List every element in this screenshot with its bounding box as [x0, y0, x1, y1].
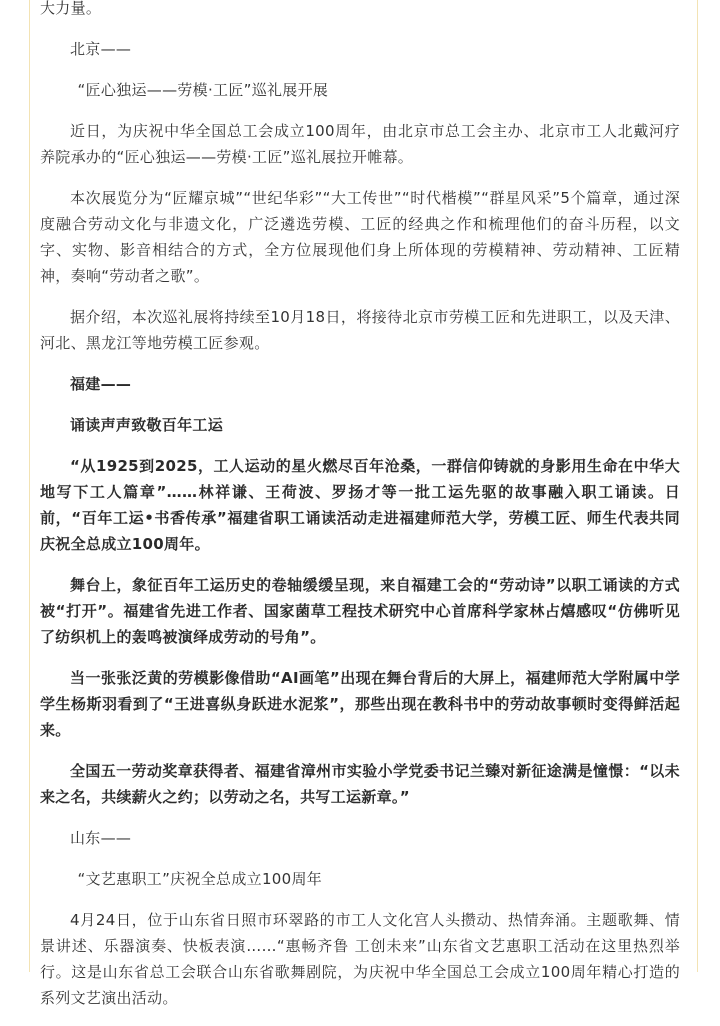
subheading-beijing: “匠心独运——劳模·工匠”巡礼展开展 [77, 81, 329, 99]
paragraph-fujian-4: 全国五一劳动奖章获得者、福建省漳州市实验小学党委书记兰臻对新征途满是憧憬：“以未来之名，共续薪火之约；以劳动之名，共写工运新章。” [40, 762, 680, 806]
paragraph-beijing-1: 近日，为庆祝中华全国总工会成立100周年，由北京市总工会主办、北京市工人北戴河疗养院承办的“匠心独运——劳模·工匠”巡礼展拉开帷幕。 [40, 122, 680, 166]
paragraph-tail: 大力量。 [40, 0, 102, 17]
section-heading-fujian: 福建—— [70, 375, 132, 393]
paragraph-shandong-1: 4月24日，位于山东省日照市环翠路的市工人文化宫人头攒动、热情奔涌。主题歌舞、情景讲述、乐器演奏、快板表演……“惠畅齐鲁 工创未来”山东省文艺惠职工活动在这里热烈举行。这是山东省总工会联合山东省歌舞剧院，为庆祝中华全国总工会成立100周年精心打造的系列文艺演出活动。 [40, 911, 680, 1007]
paragraph-beijing-2: 本次展览分为“匠耀京城”“世纪华彩”“大工传世”“时代楷模”“群星风采”5个篇章，通过深度融合劳动文化与非遗文化，广泛遴选劳模、工匠的经典之作和梳理他们的奋斗历程，以文字、实物、影音相结合的方式，全方位展现他们身上所体现的劳模精神、劳动精神、工匠精神，奏响“劳动者之歌”。 [40, 189, 680, 285]
paragraph-fujian-2: 舞台上，象征百年工运历史的卷轴缓缓呈现，来自福建工会的“劳动诗”以职工诵读的方式被“打开”。福建省先进工作者、国家菌草工程技术研究中心首席科学家林占熺感叹“仿佛听见了纺织机上的轰鸣被演绎成劳动的号角”。 [40, 576, 680, 646]
paragraph-fujian-3: 当一张张泛黄的劳模影像借助“AI画笔”出现在舞台背后的大屏上，福建师范大学附属中学学生杨斯羽看到了“王进喜纵身跃进水泥浆”，那些出现在教科书中的劳动故事顿时变得鲜活起来。 [40, 669, 680, 739]
section-heading-beijing: 北京—— [70, 40, 132, 58]
paragraph-beijing-3: 据介绍，本次巡礼展将持续至10月18日，将接待北京市劳模工匠和先进职工，以及天津、河北、黑龙江等地劳模工匠参观。 [40, 308, 680, 352]
subheading-fujian: 诵读声声致敬百年工运 [70, 416, 224, 434]
subheading-shandong: “文艺惠职工”庆祝全总成立100周年 [77, 870, 323, 888]
right-border-line [697, 0, 698, 972]
article-body [40, 0, 680, 1026]
paragraph-fujian-1: “从1925到2025，工人运动的星火燃尽百年沧桑，一群信仰铸就的身影用生命在中华大地写下工人篇章”……林祥谦、王荷波、罗扬才等一批工运先驱的故事融入职工诵读。日前，“百年工运•书香传承”福建省职工诵读活动走进福建师范大学，劳模工匠、师生代表共同庆祝全总成立100周年。 [40, 457, 680, 553]
section-heading-shandong: 山东—— [70, 829, 132, 847]
left-border-line [29, 0, 30, 972]
